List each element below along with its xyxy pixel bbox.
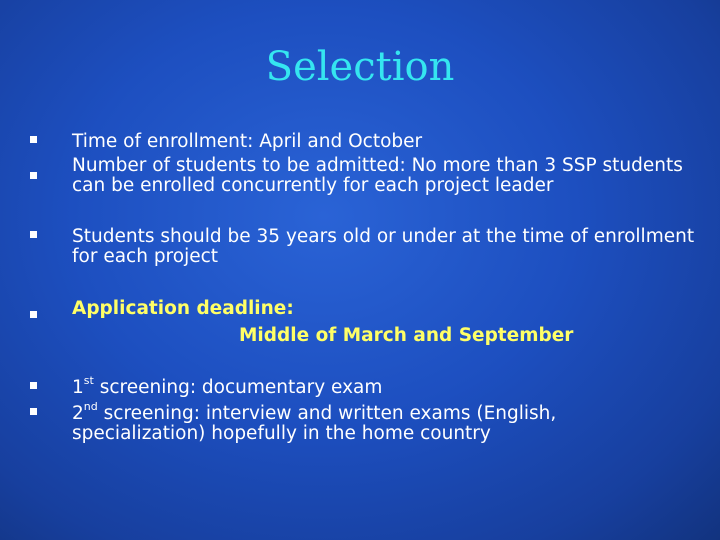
ordinal-suffix: nd xyxy=(83,399,98,413)
bullet-item-students-admitted: Number of students to be admitted: No more than 3 SSP students can be enrolled concurrently for each project leader xyxy=(72,155,683,196)
square-bullet-icon xyxy=(30,136,37,143)
square-bullet-icon xyxy=(30,311,37,318)
square-bullet-icon xyxy=(30,382,37,389)
square-bullet-icon xyxy=(30,408,37,415)
ordinal-suffix: st xyxy=(83,373,94,387)
screening-number: 1 xyxy=(72,377,84,398)
bullet-item-enrollment-time: Time of enrollment: April and October xyxy=(72,131,423,152)
deadline-label: Application deadline: xyxy=(72,298,294,319)
bullet-item-application-deadline xyxy=(72,299,712,346)
bullet-item-age-requirement: Students should be 35 years old or under at the time of enrollment for each project xyxy=(72,226,695,267)
screening-text: screening: interview and written exams (English, specialization) hopefully in the home country xyxy=(72,403,557,444)
bullet-item-first-screening xyxy=(72,373,712,398)
slide-title: Selection xyxy=(265,44,455,90)
screening-text: screening: documentary exam xyxy=(93,377,383,398)
square-bullet-icon xyxy=(30,172,37,179)
square-bullet-icon xyxy=(30,231,37,238)
screening-number: 2 xyxy=(72,403,84,424)
deadline-value: Middle of March and September xyxy=(239,325,574,346)
bullet-item-second-screening xyxy=(72,399,692,444)
